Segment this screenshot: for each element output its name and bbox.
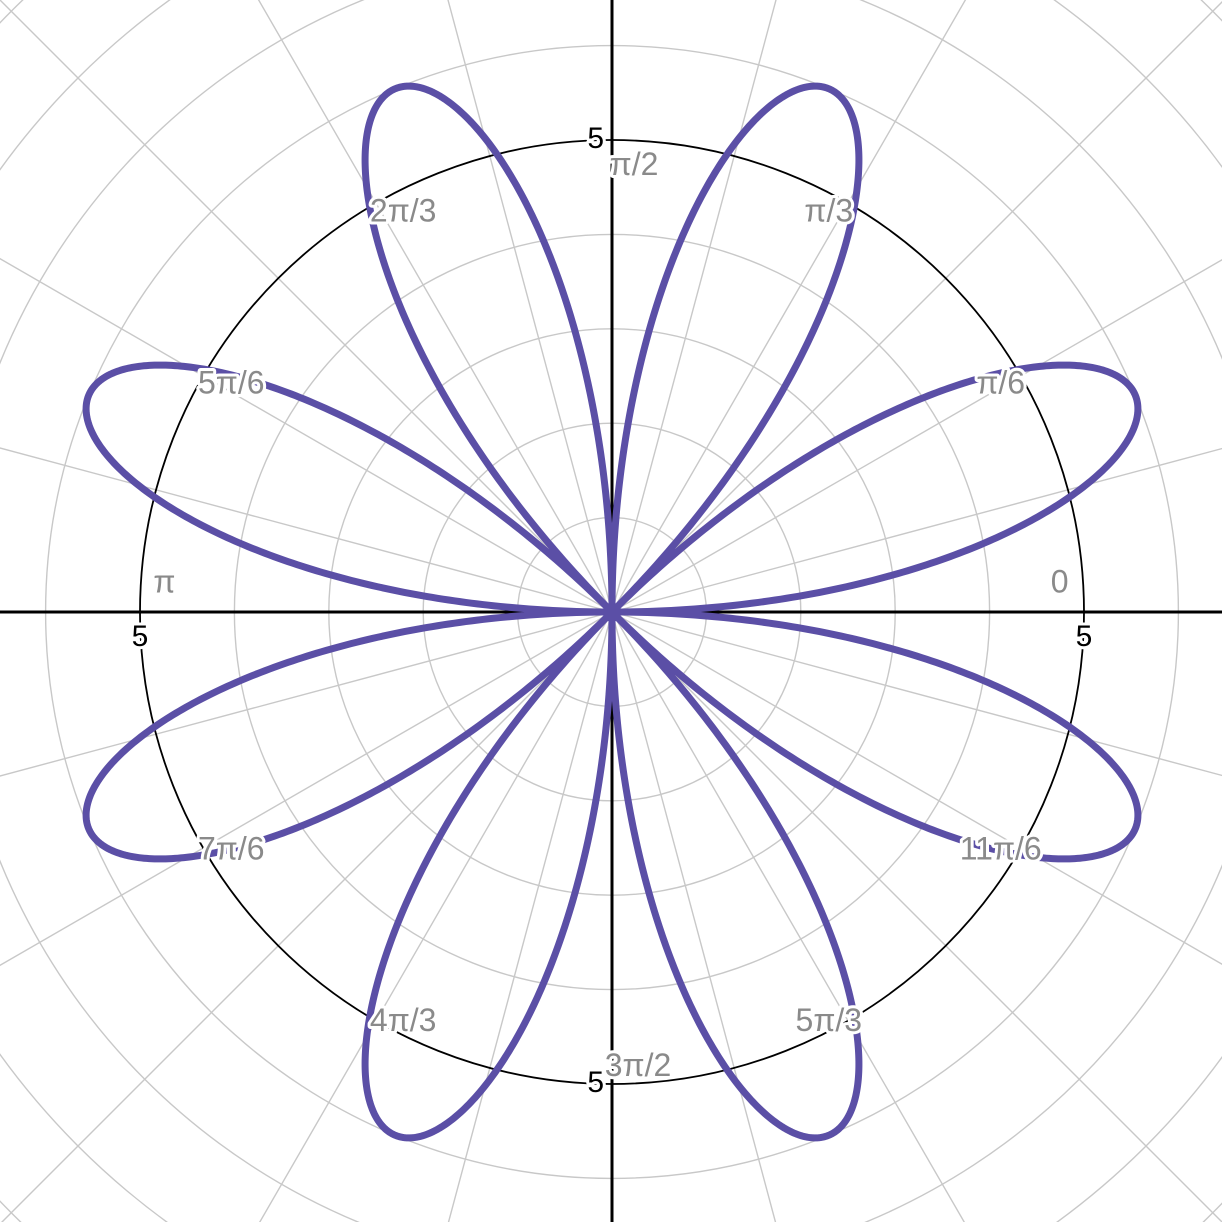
axis-tick-label: 5 [1075, 619, 1093, 653]
axis-tick-label: 5 [131, 619, 149, 653]
angle-label: 4π/3 [369, 1002, 437, 1039]
angle-label: 3π/2 [604, 1047, 672, 1084]
axis-tick-label: 5 [587, 121, 604, 155]
angle-label: 5π/3 [795, 1002, 863, 1039]
angle-label: 11π/6 [959, 830, 1042, 867]
angle-label: 5π/6 [197, 364, 265, 401]
angle-label: 0 [1050, 563, 1069, 600]
grid-spoke [0, 0, 612, 612]
grid-spoke [612, 612, 1222, 1222]
angle-label: π/2 [609, 145, 659, 182]
angle-label: π/6 [976, 364, 1026, 401]
angle-label: 7π/6 [197, 830, 265, 867]
angle-label: π [153, 563, 176, 600]
grid-spoke [609, 0, 1222, 612]
axis-tick-label: 5 [587, 1065, 604, 1099]
angle-label: π/3 [804, 192, 854, 229]
angle-label: 2π/3 [369, 192, 437, 229]
grid-spoke [0, 612, 612, 1222]
